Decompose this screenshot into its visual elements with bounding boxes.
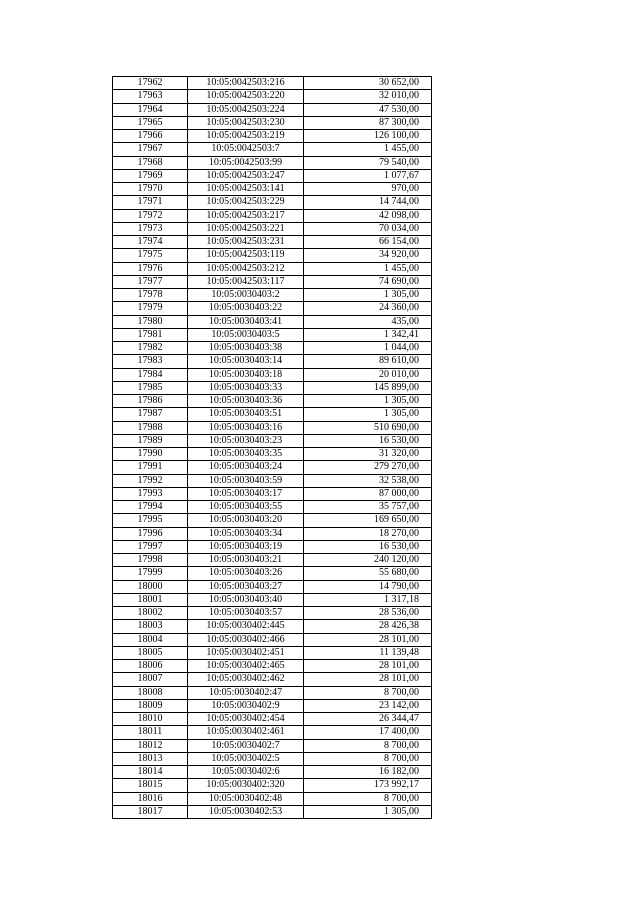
row-number-cell: 18013 (113, 752, 188, 765)
row-number-cell: 17962 (113, 77, 188, 90)
value-cell: 11 139,48 (304, 646, 432, 659)
table-row (113, 501, 432, 514)
value-cell: 16 530,00 (304, 540, 432, 553)
cadastral-number-cell: 10:05:0030402:451 (188, 646, 304, 659)
value-cell: 145 899,00 (304, 381, 432, 394)
value-cell: 87 300,00 (304, 116, 432, 129)
value-cell: 32 010,00 (304, 90, 432, 103)
row-number-cell: 18005 (113, 646, 188, 659)
value-cell: 79 540,00 (304, 156, 432, 169)
row-number-cell: 17996 (113, 527, 188, 540)
table-row (113, 156, 432, 169)
value-cell: 28 101,00 (304, 633, 432, 646)
row-number-cell: 17971 (113, 196, 188, 209)
row-number-cell: 17984 (113, 368, 188, 381)
value-cell: 28 426,38 (304, 620, 432, 633)
value-cell: 14 790,00 (304, 580, 432, 593)
table-row (113, 633, 432, 646)
table-row (113, 183, 432, 196)
table-row (113, 567, 432, 580)
cadastral-number-cell: 10:05:0042503:230 (188, 116, 304, 129)
value-cell: 24 360,00 (304, 302, 432, 315)
cadastral-number-cell: 10:05:0042503:141 (188, 183, 304, 196)
cadastral-number-cell: 10:05:0030403:51 (188, 408, 304, 421)
table-row (113, 421, 432, 434)
cadastral-number-cell: 10:05:0042503:99 (188, 156, 304, 169)
cadastral-number-cell: 10:05:0030402:47 (188, 686, 304, 699)
table-row (113, 209, 432, 222)
value-cell: 26 344,47 (304, 713, 432, 726)
row-number-cell: 17990 (113, 448, 188, 461)
table-row (113, 328, 432, 341)
row-number-cell: 18001 (113, 593, 188, 606)
value-cell: 510 690,00 (304, 421, 432, 434)
value-cell: 89 610,00 (304, 355, 432, 368)
row-number-cell: 17997 (113, 540, 188, 553)
row-number-cell: 17998 (113, 554, 188, 567)
value-cell: 173 992,17 (304, 779, 432, 792)
cadastral-number-cell: 10:05:0042503:217 (188, 209, 304, 222)
row-number-cell: 17974 (113, 236, 188, 249)
value-cell: 34 920,00 (304, 249, 432, 262)
cadastral-number-cell: 10:05:0030403:5 (188, 328, 304, 341)
table-row (113, 805, 432, 818)
table-row (113, 395, 432, 408)
table-row (113, 90, 432, 103)
cadastral-number-cell: 10:05:0030403:26 (188, 567, 304, 580)
row-number-cell: 18012 (113, 739, 188, 752)
cadastral-number-cell: 10:05:0030403:38 (188, 342, 304, 355)
row-number-cell: 18015 (113, 779, 188, 792)
cadastral-number-cell: 10:05:0042503:212 (188, 262, 304, 275)
value-cell: 8 700,00 (304, 686, 432, 699)
table-row (113, 249, 432, 262)
value-cell: 435,00 (304, 315, 432, 328)
table-row (113, 408, 432, 421)
value-cell: 1 305,00 (304, 805, 432, 818)
table-row (113, 699, 432, 712)
table-row (113, 381, 432, 394)
table-row (113, 739, 432, 752)
table-row (113, 461, 432, 474)
cadastral-number-cell: 10:05:0030402:53 (188, 805, 304, 818)
cadastral-number-cell: 10:05:0030402:461 (188, 726, 304, 739)
row-number-cell: 17970 (113, 183, 188, 196)
table-row (113, 355, 432, 368)
cadastral-number-cell: 10:05:0042503:119 (188, 249, 304, 262)
table-row (113, 130, 432, 143)
row-number-cell: 17969 (113, 169, 188, 182)
row-number-cell: 18008 (113, 686, 188, 699)
row-number-cell: 17976 (113, 262, 188, 275)
cadastral-number-cell: 10:05:0030403:33 (188, 381, 304, 394)
row-number-cell: 17988 (113, 421, 188, 434)
cadastral-number-cell: 10:05:0030403:41 (188, 315, 304, 328)
table-row (113, 143, 432, 156)
row-number-cell: 18006 (113, 660, 188, 673)
row-number-cell: 18016 (113, 792, 188, 805)
row-number-cell: 17993 (113, 487, 188, 500)
table-row (113, 315, 432, 328)
value-cell: 74 690,00 (304, 275, 432, 288)
table-row (113, 196, 432, 209)
row-number-cell: 17967 (113, 143, 188, 156)
value-cell: 1 305,00 (304, 395, 432, 408)
table-row (113, 77, 432, 90)
row-number-cell: 18017 (113, 805, 188, 818)
table-row (113, 779, 432, 792)
row-number-cell: 17995 (113, 514, 188, 527)
row-number-cell: 17983 (113, 355, 188, 368)
row-number-cell: 17989 (113, 434, 188, 447)
table-row (113, 289, 432, 302)
table-row (113, 342, 432, 355)
value-cell: 30 652,00 (304, 77, 432, 90)
row-number-cell: 17973 (113, 222, 188, 235)
table-row (113, 580, 432, 593)
value-cell: 47 530,00 (304, 103, 432, 116)
table-row (113, 766, 432, 779)
cadastral-number-cell: 10:05:0042503:216 (188, 77, 304, 90)
cadastral-number-cell: 10:05:0042503:219 (188, 130, 304, 143)
row-number-cell: 17986 (113, 395, 188, 408)
cadastral-number-cell: 10:05:0030402:466 (188, 633, 304, 646)
value-cell: 1 305,00 (304, 289, 432, 302)
value-cell: 20 010,00 (304, 368, 432, 381)
cadastral-number-cell: 10:05:0030402:5 (188, 752, 304, 765)
row-number-cell: 17994 (113, 501, 188, 514)
cadastral-number-cell: 10:05:0030403:23 (188, 434, 304, 447)
value-cell: 32 538,00 (304, 474, 432, 487)
row-number-cell: 17963 (113, 90, 188, 103)
row-number-cell: 17978 (113, 289, 188, 302)
cadastral-number-cell: 10:05:0030403:59 (188, 474, 304, 487)
row-number-cell: 17965 (113, 116, 188, 129)
value-cell: 28 536,00 (304, 607, 432, 620)
cadastral-number-cell: 10:05:0030403:35 (188, 448, 304, 461)
value-cell: 35 757,00 (304, 501, 432, 514)
cadastral-number-cell: 10:05:0042503:224 (188, 103, 304, 116)
value-cell: 16 182,00 (304, 766, 432, 779)
value-cell: 1 317,18 (304, 593, 432, 606)
value-cell: 16 530,00 (304, 434, 432, 447)
value-cell: 18 270,00 (304, 527, 432, 540)
table-row (113, 236, 432, 249)
table-row (113, 646, 432, 659)
cadastral-number-cell: 10:05:0030403:19 (188, 540, 304, 553)
row-number-cell: 18011 (113, 726, 188, 739)
cadastral-number-cell: 10:05:0030402:462 (188, 673, 304, 686)
cadastral-number-cell: 10:05:0030403:57 (188, 607, 304, 620)
value-cell: 28 101,00 (304, 660, 432, 673)
cadastral-number-cell: 10:05:0042503:231 (188, 236, 304, 249)
table-row (113, 262, 432, 275)
row-number-cell: 17968 (113, 156, 188, 169)
row-number-cell: 18004 (113, 633, 188, 646)
value-cell: 240 120,00 (304, 554, 432, 567)
cadastral-number-cell: 10:05:0030403:21 (188, 554, 304, 567)
cadastral-value-table (112, 76, 432, 819)
row-number-cell: 17972 (113, 209, 188, 222)
cadastral-number-cell: 10:05:0042503:7 (188, 143, 304, 156)
cadastral-number-cell: 10:05:0042503:220 (188, 90, 304, 103)
value-cell: 169 650,00 (304, 514, 432, 527)
value-cell: 1 342,41 (304, 328, 432, 341)
value-cell: 8 700,00 (304, 752, 432, 765)
table-row (113, 752, 432, 765)
table-row (113, 593, 432, 606)
value-cell: 55 680,00 (304, 567, 432, 580)
cadastral-number-cell: 10:05:0030403:22 (188, 302, 304, 315)
table-row (113, 713, 432, 726)
row-number-cell: 17977 (113, 275, 188, 288)
cadastral-number-cell: 10:05:0030403:36 (188, 395, 304, 408)
cadastral-number-cell: 10:05:0030403:55 (188, 501, 304, 514)
cadastral-number-cell: 10:05:0030402:7 (188, 739, 304, 752)
row-number-cell: 17987 (113, 408, 188, 421)
cadastral-number-cell: 10:05:0030402:48 (188, 792, 304, 805)
value-cell: 17 400,00 (304, 726, 432, 739)
value-cell: 23 142,00 (304, 699, 432, 712)
value-cell: 1 044,00 (304, 342, 432, 355)
table-row (113, 474, 432, 487)
value-cell: 87 000,00 (304, 487, 432, 500)
value-cell: 126 100,00 (304, 130, 432, 143)
cadastral-number-cell: 10:05:0030402:320 (188, 779, 304, 792)
row-number-cell: 17991 (113, 461, 188, 474)
value-cell: 31 320,00 (304, 448, 432, 461)
value-cell: 279 270,00 (304, 461, 432, 474)
cadastral-number-cell: 10:05:0042503:117 (188, 275, 304, 288)
table-row (113, 554, 432, 567)
cadastral-number-cell: 10:05:0030403:27 (188, 580, 304, 593)
table-row (113, 169, 432, 182)
table-row (113, 540, 432, 553)
row-number-cell: 18002 (113, 607, 188, 620)
table-row (113, 103, 432, 116)
row-number-cell: 17966 (113, 130, 188, 143)
value-cell: 8 700,00 (304, 792, 432, 805)
row-number-cell: 17981 (113, 328, 188, 341)
row-number-cell: 18000 (113, 580, 188, 593)
value-cell: 1 077,67 (304, 169, 432, 182)
value-cell: 970,00 (304, 183, 432, 196)
table-row (113, 792, 432, 805)
row-number-cell: 18003 (113, 620, 188, 633)
row-number-cell: 18007 (113, 673, 188, 686)
value-cell: 70 034,00 (304, 222, 432, 235)
cadastral-number-cell: 10:05:0030403:18 (188, 368, 304, 381)
table-row (113, 487, 432, 500)
row-number-cell: 17999 (113, 567, 188, 580)
value-cell: 28 101,00 (304, 673, 432, 686)
row-number-cell: 17979 (113, 302, 188, 315)
cadastral-number-cell: 10:05:0030403:14 (188, 355, 304, 368)
table-row (113, 275, 432, 288)
table-row (113, 368, 432, 381)
cadastral-number-cell: 10:05:0030402:465 (188, 660, 304, 673)
value-cell: 14 744,00 (304, 196, 432, 209)
row-number-cell: 17964 (113, 103, 188, 116)
table-row (113, 222, 432, 235)
value-cell: 8 700,00 (304, 739, 432, 752)
table-row (113, 514, 432, 527)
table-row (113, 686, 432, 699)
cadastral-number-cell: 10:05:0030402:9 (188, 699, 304, 712)
row-number-cell: 17992 (113, 474, 188, 487)
cadastral-number-cell: 10:05:0030403:2 (188, 289, 304, 302)
row-number-cell: 18014 (113, 766, 188, 779)
cadastral-number-cell: 10:05:0030402:445 (188, 620, 304, 633)
table-row (113, 302, 432, 315)
cadastral-number-cell: 10:05:0042503:229 (188, 196, 304, 209)
value-cell: 1 455,00 (304, 143, 432, 156)
table-row (113, 527, 432, 540)
row-number-cell: 18010 (113, 713, 188, 726)
cadastral-number-cell: 10:05:0030403:24 (188, 461, 304, 474)
value-cell: 42 098,00 (304, 209, 432, 222)
cadastral-number-cell: 10:05:0030403:20 (188, 514, 304, 527)
cadastral-number-cell: 10:05:0042503:247 (188, 169, 304, 182)
cadastral-number-cell: 10:05:0030403:34 (188, 527, 304, 540)
row-number-cell: 17985 (113, 381, 188, 394)
row-number-cell: 18009 (113, 699, 188, 712)
table-row (113, 673, 432, 686)
table-row (113, 116, 432, 129)
table-body (113, 77, 432, 819)
cadastral-number-cell: 10:05:0030403:16 (188, 421, 304, 434)
cadastral-number-cell: 10:05:0030402:6 (188, 766, 304, 779)
row-number-cell: 17980 (113, 315, 188, 328)
cadastral-number-cell: 10:05:0030403:17 (188, 487, 304, 500)
value-cell: 1 305,00 (304, 408, 432, 421)
cadastral-number-cell: 10:05:0042503:221 (188, 222, 304, 235)
table-row (113, 434, 432, 447)
cadastral-number-cell: 10:05:0030403:40 (188, 593, 304, 606)
value-cell: 66 154,00 (304, 236, 432, 249)
row-number-cell: 17975 (113, 249, 188, 262)
table-row (113, 660, 432, 673)
cadastral-number-cell: 10:05:0030402:454 (188, 713, 304, 726)
table-row (113, 448, 432, 461)
value-cell: 1 455,00 (304, 262, 432, 275)
table-row (113, 607, 432, 620)
table-row (113, 620, 432, 633)
table-row (113, 726, 432, 739)
row-number-cell: 17982 (113, 342, 188, 355)
